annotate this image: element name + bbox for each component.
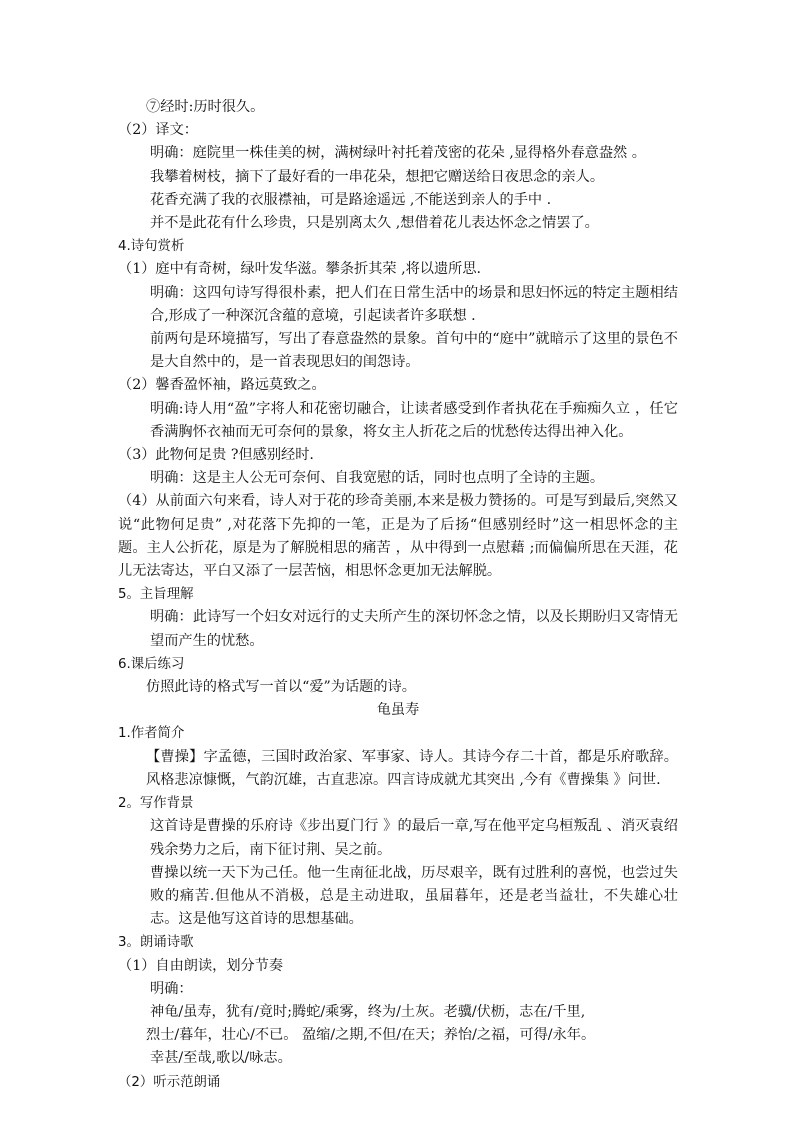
document-page [118,96,678,1094]
paragraph: 明确:诗人用“盈”字将人和花密切融合，让读者感受到作者执花在手痴痴久立 ，任它香满胸怀衣袖而无可奈何的景象，将女主人折花之后的忧愁传达得出神入化。 [150,400,678,440]
paragraph: 曹操以统一天下为己任。他一生南征北战，历尽艰辛，既有过胜利的喜悦，也尝过失败的痛苦.但他从不消极，总是主动进取，虽届暮年，还是老当益壮，不失雄心壮志。这是他写这首诗的思想基础。 [150,864,678,928]
poem-line: 神龟/虽寿，犹有/竟时;腾蛇/乘雾，终为/土灰。老骥/伏枥，志在/千里, [150,1003,586,1020]
section-heading: 5。主旨理解 [118,587,194,603]
paragraph: 【曹操】字孟德，三国时政治家、军事家、诗人。其诗今存二十首，都是乐府歌辞。风格悲凉慷慨，气韵沉雄，古直悲凉。四言诗成就尤其突出 ,今有《曹操集 》问世. [146,748,678,788]
poem-line: 烈士/暮年，壮心/不已。 盈缩/之期,不但/在天；养怡/之福，可得/永年。 [146,1027,596,1044]
subsection-heading: （3）此物何足贵 ?但感别经时. [118,447,314,464]
subsection-heading: （1）庭中有奇树，绿叶发华滋。攀条折其荣 ,将以遗所思. [118,261,482,278]
poem-line: 幸甚/至哉,歌以/咏志。 [150,1050,292,1067]
paragraph: 仿照此诗的格式写一首以“爱”为话题的诗。 [146,679,416,696]
paragraph: （4）从前面六句来看，诗人对于花的珍奇美丽,本来是极力赞扬的。可是写到最后,突然又说“此物何足贵” ,对花落下先抑的一笔，正是为了后扬“但感别经时”这一相思怀念的主题。主人公折花，原是为了解脱相思的痛苦 ，从中得到一点慰藉 ;而偏偏所思在天涯，花儿无法寄达，平白又添了一层苦恼，相思怀念更加无法解脱。 [118,493,678,580]
paragraph: 明确：这四句诗写得很朴素，把人们在日常生活中的场景和思妇怀远的特定主题相结合,形成了一种深沉含蕴的意境，引起读者许多联想 . [150,284,678,324]
paragraph: 前两句是环境描写，写出了春意盎然的景象。首句中的“庭中”就暗示了这里的景色不是大自然中的，是一首表现思妇的闺怨诗。 [150,331,678,371]
paragraph: 并不是此花有什么珍贵，只是别离太久 ,想借着花儿表达怀念之情罢了。 [150,215,599,232]
paragraph: 明确：这是主人公无可奈何、自我宽慰的话，同时也点明了全诗的主题。 [150,470,605,487]
subsection-heading: （1）自由朗读，划分节奏 [118,957,284,974]
subsection-heading: （2）译文： [118,122,198,139]
section-heading: 2。写作背景 [118,796,194,812]
paragraph: 这首诗是曹操的乐府诗《步出夏门行 》的最后一章,写在他平定乌桓叛乱 、消灭袁绍残余势力之后，南下征讨荆、吴之前。 [150,818,678,858]
paragraph: 明确：此诗写一个妇女对远行的丈夫所产生的深切怀念之情，以及长期盼归又寄情无望而产生的忧愁。 [150,609,678,649]
section-heading: 1.作者简介 [118,726,185,742]
paragraph: 我攀着树枝，摘下了最好看的一串花朵，想把它赠送给日夜思念的亲人。 [150,168,605,185]
subsection-heading: （2）听示范朗诵 [118,1074,221,1090]
section-heading: 3。朗诵诗歌 [118,935,194,951]
section-heading: 4.诗句赏析 [118,239,185,255]
section-heading: 6.课后练习 [118,656,185,672]
paragraph: 花香充满了我的衣服襟袖，可是路途遥远 ,不能送到亲人的手中 . [150,191,552,208]
paragraph: 明确：庭院里一株佳美的树，满树绿叶衬托着茂密的花朵 ,显得格外春意盎然 。 [150,145,646,162]
poem-title: 龟虽寿 [376,702,420,719]
subsection-heading: （2）馨香盈怀袖，路远莫致之。 [118,377,326,394]
note-item: ⑦经时:历时很久。 [146,99,265,115]
paragraph: 明确： [150,980,193,997]
